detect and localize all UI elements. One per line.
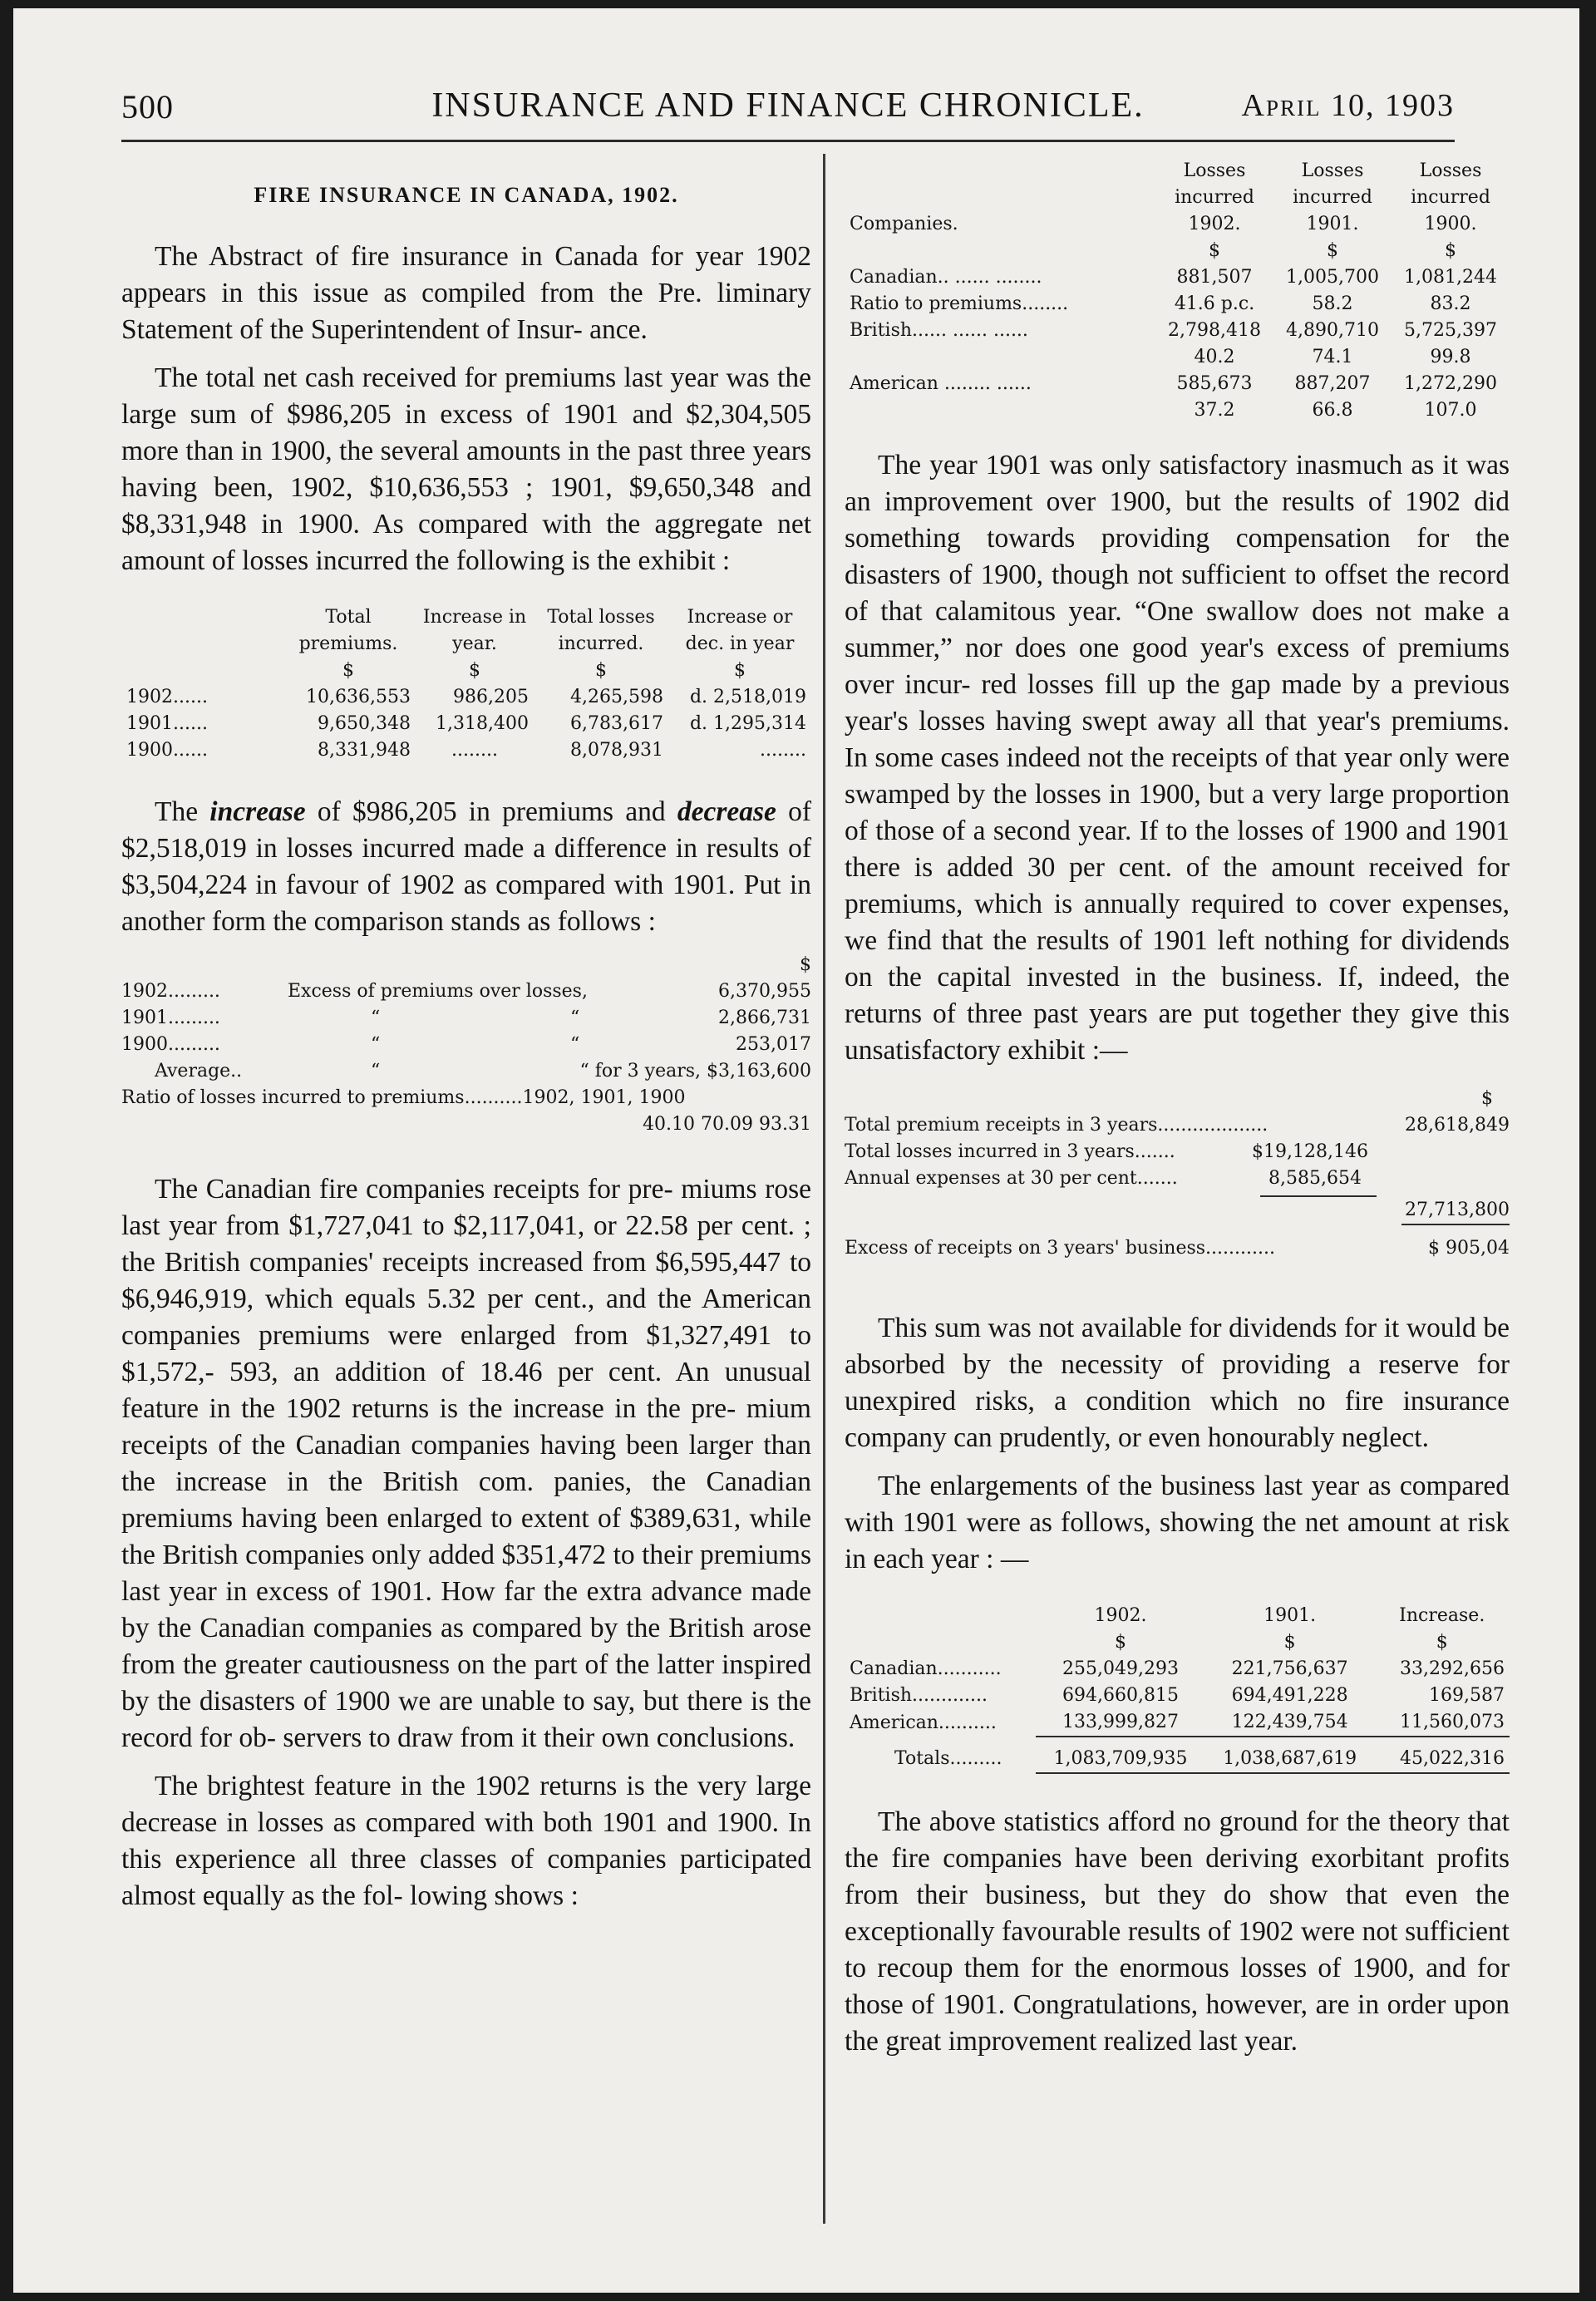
- cell: 694,491,228: [1231, 1685, 1348, 1706]
- ditto-mark: “: [371, 1061, 381, 1082]
- cell: 1,318,400: [436, 713, 529, 734]
- paragraph: The year 1901 was only satisfactory inasmuch as it was an improvement over 1900, but the results of 1902 did something towards providing compensation for the disasters of 1900, though not sufficient to offset the record of that calamitous year. “One swallow does not make a summer,” nor does one good year's excess of premiums over incur- red losses fill up the gap made by a previous year's losses having swept away all that year's premiums. In some cases indeed not the receipts of that year only were swamped by the losses in 1900, but a very large proportion of those of a second year. If to the losses of 1900 and 1901 there is added 30 per cent. of the amount received for premiums, which is annually required to cover expenses, we find that the results of 1901 left nothing for dividends on the capital invested in the business. If, indeed, the returns of three past years are put together they give this unsatisfactory exhibit :—: [845, 450, 1510, 1066]
- unit-label: $: [342, 660, 354, 681]
- running-header: [121, 79, 1455, 137]
- cell: 221,756,637: [1231, 1658, 1348, 1679]
- cell: 253,017: [736, 1034, 811, 1055]
- unit-label: $: [1327, 240, 1338, 261]
- cell: 10,636,553: [306, 687, 411, 707]
- cell: 122,439,754: [1205, 1709, 1375, 1737]
- cell: 1,083,709,935: [1036, 1737, 1205, 1773]
- cell: $ 905,04: [1428, 1238, 1510, 1259]
- totals-row: [845, 1737, 1510, 1773]
- cell: 45,022,316: [1375, 1737, 1510, 1773]
- table-row: [845, 1238, 1510, 1277]
- left-column: [121, 162, 811, 1926]
- table-row: [845, 397, 1510, 424]
- cell: 2,798,418: [1168, 320, 1261, 341]
- cell: 74.1: [1312, 347, 1353, 367]
- cell: 8,331,948: [318, 740, 411, 761]
- row-label: Canadian.. ...... ........: [850, 267, 1042, 288]
- unit-label: $: [1114, 1632, 1126, 1653]
- net-risk-table: [845, 1603, 1510, 1774]
- unit-label: $: [469, 660, 480, 681]
- journal-title: INSURANCE AND FINANCE CHRONICLE.: [431, 86, 1145, 125]
- table-row: [845, 344, 1510, 371]
- cell: 887,207: [1294, 373, 1371, 394]
- column-header: Total losses incurred.: [547, 607, 655, 654]
- unit-label: $: [1445, 240, 1456, 261]
- row-year: 1902......: [126, 687, 208, 707]
- row-label: Total losses incurred in 3 years.......: [845, 1141, 1175, 1162]
- losses-table: [845, 158, 1510, 424]
- unit-label: $: [1209, 240, 1220, 261]
- table-row: [845, 1709, 1510, 1737]
- table-row: [845, 1683, 1510, 1709]
- column-header: Total premiums.: [298, 607, 398, 654]
- cell: 6,783,617: [570, 713, 663, 734]
- comparison-table: [121, 952, 811, 1138]
- cell: 5,725,397: [1404, 320, 1497, 341]
- row-label: Canadian...........: [850, 1658, 1002, 1679]
- table-row: [845, 291, 1510, 318]
- cell: 4,265,598: [570, 687, 663, 707]
- cell: 33,292,656: [1400, 1658, 1505, 1679]
- right-column: [845, 158, 1510, 2072]
- cell: 11,560,073: [1375, 1709, 1510, 1737]
- premiums-table: [121, 604, 811, 764]
- table-row: [845, 1192, 1510, 1219]
- cell: 40.2: [1194, 347, 1235, 367]
- cell: 66.8: [1312, 400, 1353, 421]
- unit-label: $: [800, 954, 811, 975]
- cell: 4,890,710: [1286, 320, 1379, 341]
- cell: 6,370,955: [718, 981, 811, 1002]
- row-label: British.............: [850, 1685, 988, 1706]
- ditto-mark: “: [570, 1034, 580, 1055]
- column-header: Companies.: [850, 214, 958, 234]
- italic-word: decrease: [677, 796, 776, 827]
- cell: 1,038,687,619: [1205, 1737, 1375, 1773]
- row-label: [845, 344, 1155, 371]
- table-row: [121, 1032, 811, 1058]
- cell: 107.0: [1424, 400, 1477, 421]
- row-label: American ........ ......: [850, 373, 1032, 394]
- cell: 58.2: [1312, 293, 1353, 314]
- ditto-mark: “: [371, 1034, 381, 1055]
- column-header: Losses incurred 1900.: [1411, 160, 1490, 234]
- column-header: Increase.: [1399, 1605, 1485, 1626]
- table-row: [121, 978, 811, 1005]
- table-row: [845, 1656, 1510, 1683]
- text-run: of $986,205 in premiums and: [305, 796, 677, 827]
- cell: 133,999,827: [1036, 1709, 1205, 1737]
- paragraph: This sum was not available for dividends for it would be absorbed by the necessity of providing a reserve for unexpired risks, a condition which no fire insurance company can prudently, or even honourably neglect.: [845, 1313, 1510, 1453]
- column-header: Increase in year.: [422, 607, 527, 654]
- paragraph: The total net cash received for premiums last year was the large sum of $986,205 in excess of 1901 and $2,304,505 more than in 1900, the several amounts in the past three years having been, 1902, $10,636,553 ; 1901, $9,650,348 and $8,331,948 in 1900. As compared with the aggregate net amount of losses incurred the following is the exhibit :: [121, 362, 811, 576]
- row-label: [845, 397, 1155, 424]
- row-year: 1901......: [126, 713, 208, 734]
- row-label: Excess of premiums over losses,: [288, 981, 588, 1002]
- cell: 1,005,700: [1286, 267, 1379, 288]
- sum-rule: [1401, 1224, 1510, 1225]
- cell: 585,673: [1176, 373, 1253, 394]
- table-row: [845, 264, 1510, 291]
- text-run: of $2,518,019 in losses incurred made a difference in results of $3,504,224 in favour of 1902 as compared with 1901. Put in another form the comparison stands as follows :: [121, 796, 811, 937]
- table-row: [845, 1139, 1510, 1165]
- row-label: Total premium receipts in 3 years...................: [845, 1115, 1268, 1136]
- table-row: [845, 1165, 1510, 1192]
- table-row: [121, 684, 811, 711]
- row-year: 1901.........: [121, 1008, 220, 1028]
- row-year: 1900.........: [121, 1034, 220, 1055]
- row-label: British...... ...... ......: [850, 320, 1028, 341]
- column-divider: [823, 154, 825, 2224]
- row-year: 1902.........: [121, 981, 220, 1002]
- table-row: [121, 1085, 811, 1111]
- cell: 83.2: [1430, 293, 1471, 314]
- paragraph: The Abstract of fire insurance in Canada for year 1902 appears in this issue as compiled from the Pre. liminary Statement of the Superintendent of Insur- ance.: [121, 241, 811, 345]
- row-label: Ratio to premiums........: [850, 293, 1069, 314]
- table-row: [121, 1111, 811, 1138]
- cell: 99.8: [1430, 347, 1471, 367]
- cell: d. 1,295,314: [689, 713, 806, 734]
- cell: 1,081,244: [1404, 267, 1497, 288]
- sum-rule: [1260, 1195, 1377, 1197]
- row-label: Totals.........: [894, 1748, 1002, 1769]
- unit-label: $: [595, 660, 607, 681]
- text-run: The: [155, 796, 210, 827]
- article-heading: FIRE INSURANCE IN CANADA, 1902.: [254, 183, 679, 207]
- table-row: [121, 737, 811, 764]
- page: [13, 8, 1579, 2293]
- cell: 28,618,849: [1405, 1115, 1510, 1136]
- italic-word: increase: [209, 796, 306, 827]
- table-row: [845, 1112, 1510, 1139]
- row-label: American..........: [850, 1712, 997, 1733]
- cell: ........: [451, 740, 498, 761]
- unit-label: $: [1283, 1632, 1296, 1653]
- column-header: Losses incurred 1901.: [1293, 160, 1372, 234]
- cell: 8,585,654: [1268, 1168, 1362, 1189]
- paragraph: The brightest feature in the 1902 returns is the very large decrease in losses as compared with both 1901 and 1900. In this experience all three classes of companies participated almost equally as the fol- lowing shows :: [121, 1771, 811, 1911]
- ditto-mark: “: [371, 1008, 381, 1028]
- cell: d. 2,518,019: [689, 687, 806, 707]
- column-header: Losses incurred 1902.: [1175, 160, 1254, 234]
- paragraph: [121, 794, 811, 940]
- cell: 1,272,290: [1404, 373, 1497, 394]
- cell: 41.6 p.c.: [1174, 293, 1255, 314]
- row-label: Ratio of losses incurred to premiums..........1902, 1901, 1900: [121, 1087, 686, 1108]
- column-header: 1901.: [1264, 1605, 1317, 1626]
- paragraph: The above statistics afford no ground for the theory that the fire companies have been deriving exorbitant profits from their business, but they do show that even the exceptionally favourable results of 1902 were not sufficient to recoup them for the enormous losses of 1900, and for those of 1901. Congratulations, however, are in order upon the great improvement realized last year.: [845, 1806, 1510, 2057]
- row-label: Annual expenses at 30 per cent.......: [845, 1168, 1178, 1189]
- cell: 8,078,931: [570, 740, 663, 761]
- cell: 9,650,348: [318, 713, 411, 734]
- column-header: 1902.: [1094, 1605, 1147, 1626]
- row-label: Excess of receipts on 3 years' business............: [845, 1238, 1275, 1259]
- cell: 27,713,800: [1405, 1200, 1510, 1220]
- unit-label: $: [1436, 1632, 1448, 1653]
- cell: 37.2: [1194, 400, 1235, 421]
- unit-label: $: [1481, 1088, 1493, 1109]
- row-year: Average..: [155, 1061, 243, 1082]
- row-year: 1900......: [126, 740, 208, 761]
- table-row: [121, 1005, 811, 1032]
- header-rule: [121, 140, 1455, 142]
- cell: 2,866,731: [718, 1008, 811, 1028]
- table-row: [121, 711, 811, 737]
- cell: 881,507: [1176, 267, 1253, 288]
- ditto-mark: “: [570, 1008, 580, 1028]
- table-row: [121, 1058, 811, 1085]
- issue-date: April 10, 1903: [1241, 88, 1455, 123]
- three-year-exhibit: [845, 1086, 1510, 1277]
- cell: 986,205: [453, 687, 529, 707]
- paragraph: The Canadian fire companies receipts for pre- miums rose last year from $1,727,041 to $2,117,041, or 22.58 per cent. ; the British companies' receipts increased from $6,595,447 to $6,946,919, which equals 5.32 per cent., and the American companies premiums were enlarged from $1,327,491 to $1,572,- 593, an addition of 18.46 per cent. An unusual feature in the 1902 returns is the increase in the pre- mium receipts of the Canadian companies having been larger than the increase in the British com. panies, the Canadian premiums having been enlarged to extent of $389,631, while the British companies only added $351,472 to their premiums last year in excess of 1901. How far the extra advance made by the Canadian companies as compared by the British arose from the greater cautiousness on the part of the latter inspired by the disasters of 1900 we are unable to say, but there is the record for ob- servers to draw from it their own conclusions.: [121, 1174, 811, 1753]
- cell: 694,660,815: [1062, 1685, 1179, 1706]
- table-row: [845, 371, 1510, 397]
- cell: ........: [760, 740, 806, 761]
- table-row: [845, 318, 1510, 344]
- paragraph: The enlargements of the business last year as compared with 1901 were as follows, showing the net amount at risk in each year : —: [845, 1471, 1510, 1574]
- cell: 40.10 70.09 93.31: [643, 1114, 811, 1135]
- unit-label: $: [734, 660, 746, 681]
- row-label: “ for 3 years, $3,163,600: [579, 1061, 811, 1082]
- column-header: Increase or dec. in year: [685, 607, 795, 654]
- page-number: 500: [121, 88, 174, 126]
- cell: $19,128,146: [1252, 1141, 1368, 1162]
- cell: 255,049,293: [1062, 1658, 1179, 1679]
- cell: 169,587: [1429, 1685, 1505, 1706]
